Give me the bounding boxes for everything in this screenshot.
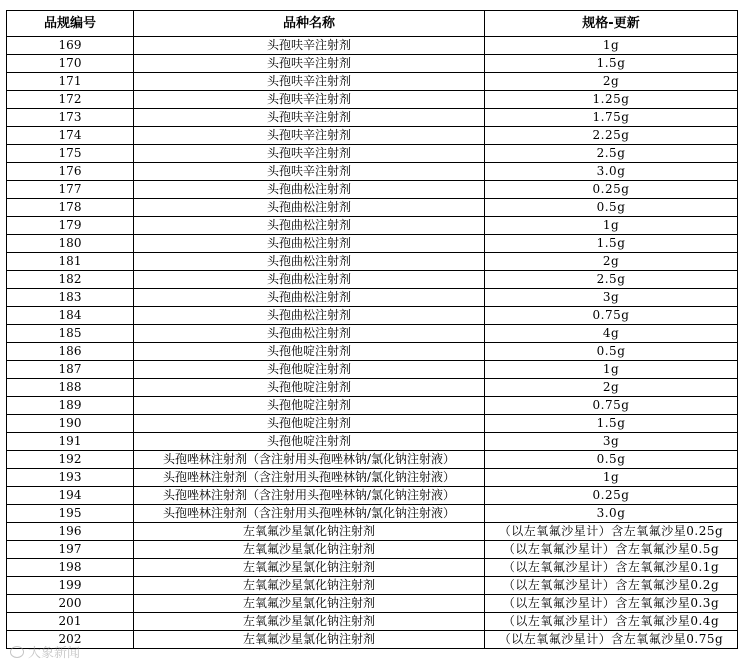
cell-code: 199 (7, 577, 134, 595)
cell-code: 180 (7, 235, 134, 253)
cell-code: 188 (7, 379, 134, 397)
cell-spec: 3.0g (485, 505, 738, 523)
table-body (7, 37, 738, 649)
table-row (7, 361, 738, 379)
table-row (7, 433, 738, 451)
cell-name: 头孢呋辛注射剂 (134, 91, 485, 109)
cell-name: 左氧氟沙星氯化钠注射剂 (134, 631, 485, 649)
table-row (7, 343, 738, 361)
header-spec: 规格-更新 (485, 11, 738, 37)
table-row (7, 631, 738, 649)
cell-name: 左氧氟沙星氯化钠注射剂 (134, 577, 485, 595)
cell-code: 182 (7, 271, 134, 289)
table-row (7, 181, 738, 199)
cell-name: 左氧氟沙星氯化钠注射剂 (134, 613, 485, 631)
cell-spec: 3g (485, 289, 738, 307)
cell-name: 头孢呋辛注射剂 (134, 109, 485, 127)
cell-name: 左氧氟沙星氯化钠注射剂 (134, 523, 485, 541)
cell-code: 175 (7, 145, 134, 163)
cell-name: 头孢呋辛注射剂 (134, 37, 485, 55)
cell-spec: （以左氧氟沙星计）含左氧氟沙星0.2g (485, 577, 738, 595)
table-row (7, 523, 738, 541)
cell-spec: （以左氧氟沙星计）含左氧氟沙星0.1g (485, 559, 738, 577)
cell-code: 181 (7, 253, 134, 271)
cell-name: 头孢曲松注射剂 (134, 325, 485, 343)
table-row (7, 451, 738, 469)
cell-code: 198 (7, 559, 134, 577)
cell-spec: 1g (485, 469, 738, 487)
cell-name: 左氧氟沙星氯化钠注射剂 (134, 541, 485, 559)
cell-spec: 1.5g (485, 55, 738, 73)
cell-code: 194 (7, 487, 134, 505)
cell-code: 174 (7, 127, 134, 145)
cell-name: 左氧氟沙星氯化钠注射剂 (134, 595, 485, 613)
cell-code: 201 (7, 613, 134, 631)
cell-name: 头孢曲松注射剂 (134, 271, 485, 289)
cell-spec: 0.25g (485, 181, 738, 199)
cell-code: 193 (7, 469, 134, 487)
cell-code: 178 (7, 199, 134, 217)
cell-spec: 1.25g (485, 91, 738, 109)
cell-spec: （以左氧氟沙星计）含左氧氟沙星0.3g (485, 595, 738, 613)
cell-spec: （以左氧氟沙星计）含左氧氟沙星0.5g (485, 541, 738, 559)
cell-spec: 1.5g (485, 235, 738, 253)
cell-code: 173 (7, 109, 134, 127)
cell-name: 头孢他啶注射剂 (134, 361, 485, 379)
table-row (7, 199, 738, 217)
table-row (7, 379, 738, 397)
cell-name: 头孢他啶注射剂 (134, 397, 485, 415)
table-row (7, 505, 738, 523)
table-header-row (7, 11, 738, 37)
table-row (7, 91, 738, 109)
cell-code: 189 (7, 397, 134, 415)
cell-spec: （以左氧氟沙星计）含左氧氟沙星0.75g (485, 631, 738, 649)
table-row (7, 235, 738, 253)
cell-code: 187 (7, 361, 134, 379)
spec-table-container (6, 10, 738, 649)
cell-code: 192 (7, 451, 134, 469)
cell-code: 196 (7, 523, 134, 541)
cell-name: 头孢他啶注射剂 (134, 379, 485, 397)
table-row (7, 595, 738, 613)
cell-spec: 3.0g (485, 163, 738, 181)
cell-spec: 1.75g (485, 109, 738, 127)
table-row (7, 55, 738, 73)
cell-name: 头孢唑林注射剂（含注射用头孢唑林钠/氯化钠注射液） (134, 487, 485, 505)
cell-code: 195 (7, 505, 134, 523)
cell-spec: 1g (485, 361, 738, 379)
table-row (7, 397, 738, 415)
cell-spec: 0.25g (485, 487, 738, 505)
cell-spec: 0.5g (485, 343, 738, 361)
table-row (7, 127, 738, 145)
cell-code: 169 (7, 37, 134, 55)
cell-name: 头孢曲松注射剂 (134, 253, 485, 271)
cell-code: 190 (7, 415, 134, 433)
cell-code: 183 (7, 289, 134, 307)
cell-spec: 0.5g (485, 451, 738, 469)
table-row (7, 307, 738, 325)
cell-name: 头孢他啶注射剂 (134, 415, 485, 433)
cell-code: 185 (7, 325, 134, 343)
table-row (7, 109, 738, 127)
cell-code: 184 (7, 307, 134, 325)
cell-name: 头孢曲松注射剂 (134, 199, 485, 217)
table-row (7, 559, 738, 577)
spec-table (6, 10, 738, 649)
cell-code: 202 (7, 631, 134, 649)
table-row (7, 37, 738, 55)
cell-spec: 0.5g (485, 199, 738, 217)
watermark-text: 大象新闻 (28, 646, 81, 661)
cell-spec: 2.25g (485, 127, 738, 145)
cell-name: 头孢曲松注射剂 (134, 235, 485, 253)
cell-spec: 4g (485, 325, 738, 343)
cell-code: 197 (7, 541, 134, 559)
cell-spec: 0.75g (485, 397, 738, 415)
table-row (7, 289, 738, 307)
table-row (7, 271, 738, 289)
cell-spec: 2g (485, 73, 738, 91)
cell-code: 186 (7, 343, 134, 361)
cell-spec: 0.75g (485, 307, 738, 325)
cell-name: 头孢呋辛注射剂 (134, 163, 485, 181)
table-row (7, 469, 738, 487)
cell-spec: （以左氧氟沙星计）含左氧氟沙星0.4g (485, 613, 738, 631)
watermark-logo-icon (10, 646, 24, 658)
table-row (7, 487, 738, 505)
cell-name: 头孢他啶注射剂 (134, 343, 485, 361)
cell-name: 头孢呋辛注射剂 (134, 145, 485, 163)
cell-name: 头孢唑林注射剂（含注射用头孢唑林钠/氯化钠注射液） (134, 505, 485, 523)
cell-name: 头孢曲松注射剂 (134, 181, 485, 199)
cell-code: 191 (7, 433, 134, 451)
cell-code: 171 (7, 73, 134, 91)
cell-code: 172 (7, 91, 134, 109)
cell-name: 头孢呋辛注射剂 (134, 127, 485, 145)
cell-name: 头孢曲松注射剂 (134, 217, 485, 235)
cell-code: 179 (7, 217, 134, 235)
cell-name: 头孢曲松注射剂 (134, 307, 485, 325)
cell-spec: 1g (485, 217, 738, 235)
table-row (7, 145, 738, 163)
table-row (7, 163, 738, 181)
cell-spec: 2g (485, 253, 738, 271)
table-row (7, 73, 738, 91)
table-row (7, 541, 738, 559)
cell-code: 200 (7, 595, 134, 613)
cell-spec: 3g (485, 433, 738, 451)
table-row (7, 325, 738, 343)
cell-spec: 2g (485, 379, 738, 397)
cell-name: 头孢唑林注射剂（含注射用头孢唑林钠/氯化钠注射液） (134, 469, 485, 487)
cell-code: 170 (7, 55, 134, 73)
cell-name: 头孢呋辛注射剂 (134, 55, 485, 73)
cell-name: 头孢唑林注射剂（含注射用头孢唑林钠/氯化钠注射液） (134, 451, 485, 469)
cell-spec: 1g (485, 37, 738, 55)
cell-name: 头孢呋辛注射剂 (134, 73, 485, 91)
header-name: 品种名称 (134, 11, 485, 37)
cell-spec: 1.5g (485, 415, 738, 433)
cell-code: 177 (7, 181, 134, 199)
table-row (7, 613, 738, 631)
watermark (10, 642, 80, 661)
cell-name: 左氧氟沙星氯化钠注射剂 (134, 559, 485, 577)
cell-name: 头孢他啶注射剂 (134, 433, 485, 451)
cell-code: 176 (7, 163, 134, 181)
table-row (7, 253, 738, 271)
cell-spec: 2.5g (485, 145, 738, 163)
table-row (7, 217, 738, 235)
table-row (7, 577, 738, 595)
header-code: 品规编号 (7, 11, 134, 37)
cell-spec: 2.5g (485, 271, 738, 289)
table-row (7, 415, 738, 433)
cell-spec: （以左氧氟沙星计）含左氧氟沙星0.25g (485, 523, 738, 541)
cell-name: 头孢曲松注射剂 (134, 289, 485, 307)
